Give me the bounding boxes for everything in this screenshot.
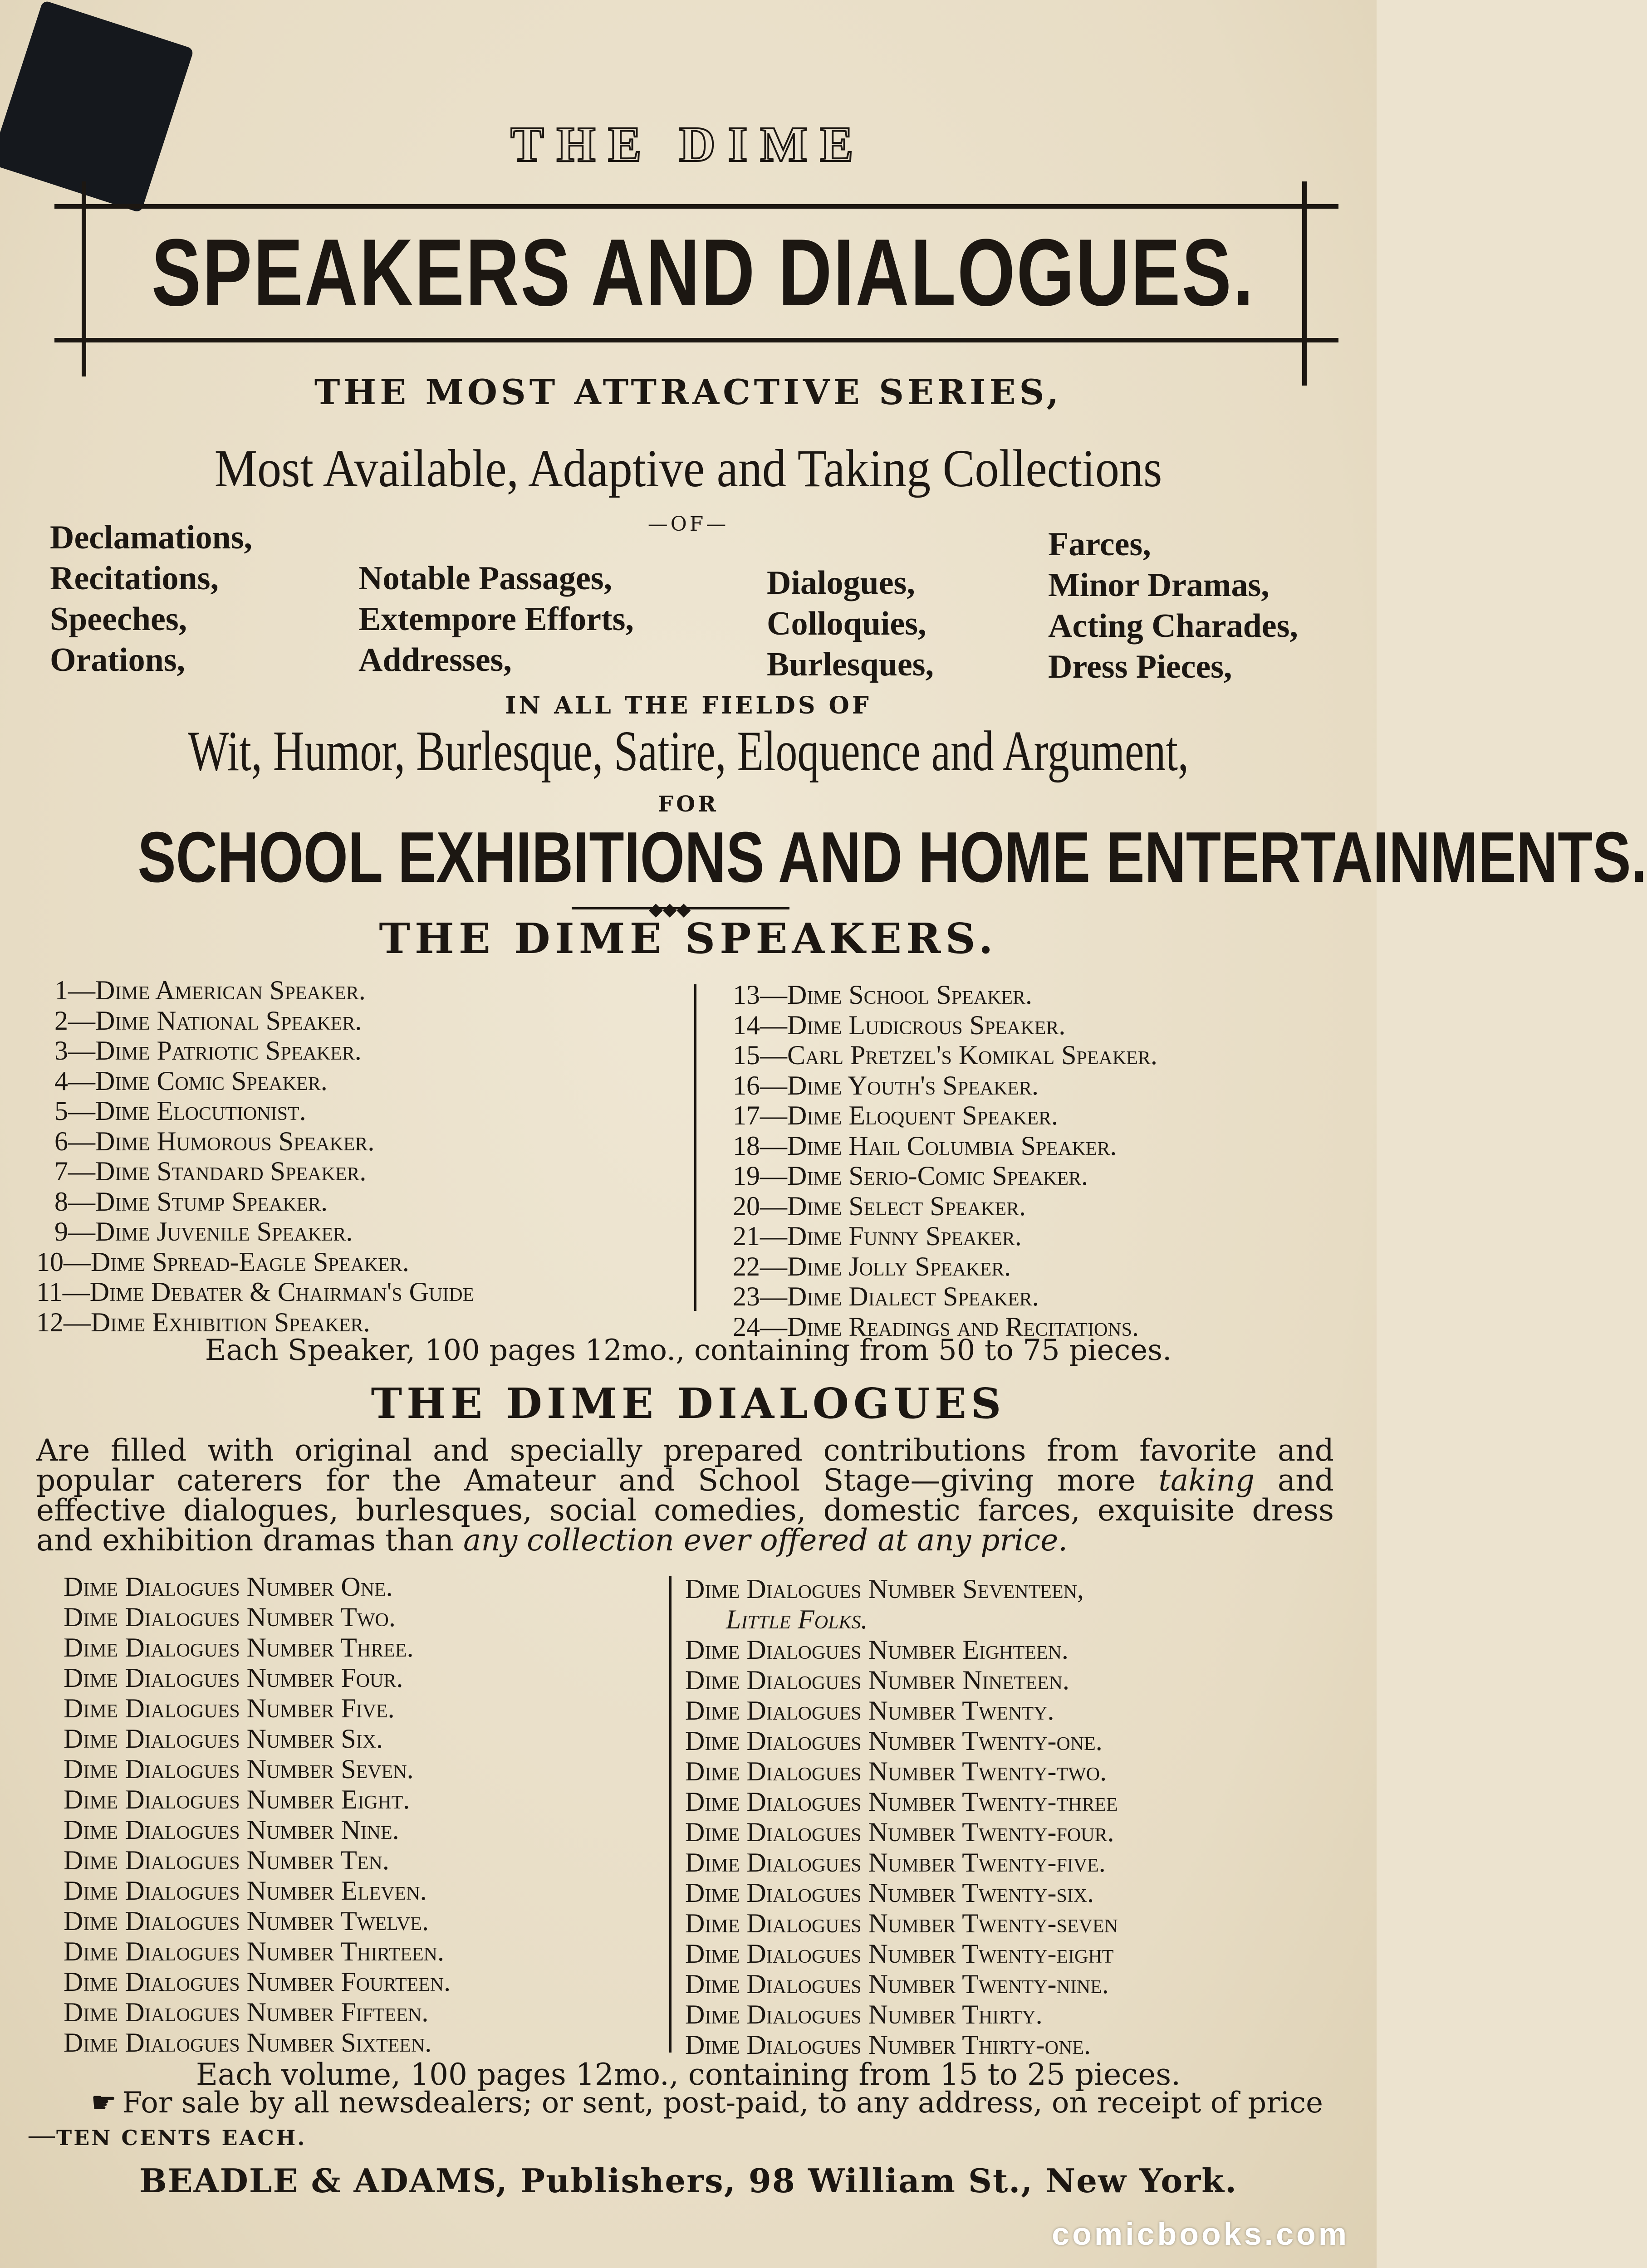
list-item: Dime Dialogues Number Eight. (64, 1784, 410, 1814)
genre-item: Dress Pieces, (1048, 648, 1232, 685)
list-item: 14—Dime Ludicrous Speaker. (733, 1010, 1066, 1040)
genre-item: Declamations, (50, 519, 252, 556)
ink-smudge (0, 0, 194, 213)
list-item: Dime Dialogues Number Twenty. (685, 1696, 1054, 1725)
sale-notice (27, 2087, 1343, 2154)
speakers-column-divider (694, 984, 696, 1311)
list-item: Dime Dialogues Number Twenty-nine. (685, 1969, 1109, 1999)
list-item: 1—Dime American Speaker. (54, 975, 366, 1005)
school-line: SCHOOL EXHIBITIONS AND HOME ENTERTAINMENTS. (137, 817, 1647, 897)
list-item: Dime Dialogues Number Thirteen. (64, 1936, 444, 1966)
list-item: 10—Dime Spread-Eagle Speaker. (36, 1246, 409, 1277)
list-item: Dime Dialogues Number Thirty-one. (685, 2030, 1091, 2060)
list-item: Dime Dialogues Number Thirty. (685, 1999, 1043, 2029)
genre-item: Orations, (50, 641, 186, 679)
list-item: Dime Dialogues Number Twenty-eight (685, 1939, 1114, 1969)
list-item: Dime Dialogues Number Twenty-one. (685, 1726, 1103, 1756)
genre-column-3 (767, 562, 934, 685)
list-item: 5—Dime Elocutionist. (54, 1096, 306, 1126)
list-item: Dime Dialogues Number Ten. (64, 1845, 389, 1875)
list-item-italic: Little Folks. (726, 1604, 868, 1634)
speakers-list-left (36, 975, 475, 1337)
list-item: Dime Dialogues Number Twenty-seven (685, 1908, 1118, 1938)
list-item: Dime Dialogues Number Twenty-two. (685, 1756, 1107, 1786)
genre-item: Recitations, (50, 560, 219, 597)
list-item: 12—Dime Exhibition Speaker. (36, 1307, 370, 1337)
dialogues-list-right (685, 1574, 1118, 2060)
genre-column-2 (358, 558, 634, 680)
list-item: Dime Dialogues Number Four. (64, 1663, 403, 1693)
title-main: SPEAKERS AND DIALOGUES. (151, 219, 1255, 326)
genre-item: Burlesques, (767, 646, 934, 683)
list-item: Dime Dialogues Number Fourteen. (64, 1967, 451, 1997)
list-item: Dime Dialogues Number Eleven. (64, 1876, 427, 1906)
for-line: FOR (658, 792, 719, 817)
list-item: Dime Dialogues Number One. (64, 1572, 393, 1602)
list-item-text: Dime Dialogues Number Seventeen, (685, 1574, 1084, 1604)
list-item: Dime Dialogues Number Eighteen. (685, 1635, 1069, 1665)
list-item: Dime Dialogues Number Twelve. (64, 1906, 429, 1936)
list-item: 15—Carl Pretzel's Komikal Speaker. (733, 1040, 1157, 1070)
dialogues-description-taking: taking (1158, 1463, 1255, 1498)
genre-column-1 (50, 517, 252, 680)
list-item: 22—Dime Jolly Speaker. (733, 1251, 1011, 1281)
list-item-continuation (685, 1604, 1118, 1635)
pointing-hand-icon: ☛ (91, 2086, 117, 2120)
genre-item: Acting Charades, (1048, 607, 1298, 645)
list-item: 6—Dime Humorous Speaker. (54, 1126, 375, 1156)
of-line: —OF— (647, 513, 729, 536)
list-item: Dime Dialogues Number Seven. (64, 1754, 414, 1784)
list-item: 3—Dime Patriotic Speaker. (54, 1036, 362, 1066)
dialogues-description-part-a: Are filled with original and specially prepared contributions from favorite and popular caterers for the Amateur and School Stage—giving more (36, 1433, 1334, 1498)
genre-item: Speeches, (50, 601, 187, 638)
genre-item: Farces, (1048, 526, 1151, 563)
list-item: 23—Dime Dialect Speaker. (733, 1281, 1039, 1311)
list-item: 18—Dime Hail Columbia Speaker. (733, 1130, 1117, 1161)
list-item: Dime Dialogues Number Twenty-six. (685, 1878, 1094, 1908)
fields-line: IN ALL THE FIELDS OF (505, 692, 872, 719)
list-item: Dime Dialogues Number Twenty-three (685, 1787, 1118, 1817)
publisher-line: BEADLE & ADAMS, Publishers, 98 William St., New York. (139, 2161, 1238, 2200)
list-item: Dime Dialogues Number Three. (64, 1633, 414, 1662)
list-item: 20—Dime Select Speaker. (733, 1191, 1026, 1221)
list-item: 19—Dime Serio-Comic Speaker. (733, 1161, 1088, 1191)
dialogues-description-italic: any collection ever offered at any price. (463, 1523, 1068, 1558)
dialogues-heading: THE DIME DIALOGUES (371, 1379, 1006, 1428)
list-item: Dime Dialogues Number Twenty-four. (685, 1817, 1114, 1847)
speakers-heading: THE DIME SPEAKERS. (379, 914, 998, 963)
list-item: Dime Dialogues Number Two. (64, 1602, 396, 1632)
list-item: 2—Dime National Speaker. (54, 1005, 362, 1036)
watermark: comicbooks.com (1052, 2216, 1349, 2252)
genre-column-4 (1048, 524, 1298, 687)
genre-item: Addresses, (358, 641, 512, 679)
title-frame-top-rule (54, 204, 1338, 209)
list-item: 9—Dime Juvenile Speaker. (54, 1217, 353, 1246)
price-text: TEN CENTS EACH. (56, 2126, 307, 2150)
list-item: Dime Dialogues Number Six. (64, 1724, 383, 1754)
title-frame-right-rule (1302, 181, 1307, 386)
dialogues-list-left (64, 1572, 451, 2058)
list-item: 11—Dime Debater & Chairman's Guide (36, 1277, 475, 1307)
genre-item: Notable Passages, (358, 560, 613, 597)
list-item: Dime Dialogues Number Twenty-five. (685, 1848, 1106, 1877)
dialogues-description (36, 1433, 1334, 1558)
speakers-note: Each Speaker, 100 pages 12mo., containing from 50 to 75 pieces. (205, 1334, 1172, 1367)
series-line: THE MOST ATTRACTIVE SERIES, (314, 372, 1063, 412)
list-item: Dime Dialogues Number Nineteen. (685, 1665, 1069, 1695)
dialogues-description-part-b: and effective dialogues, burlesques, social comedies, domestic farces, exquisite dress and exhibition dramas than (36, 1463, 1334, 1558)
list-item: 24—Dime Readings and Recitations. (733, 1311, 1139, 1342)
genre-item: Colloquies, (767, 605, 926, 642)
dialogues-column-divider (669, 1576, 672, 2053)
genre-item: Minor Dramas, (1048, 567, 1270, 604)
sale-text: For sale by all newsdealers; or sent, post-paid, to any address, on receipt of price— (27, 2086, 1323, 2152)
list-item: 17—Dime Eloquent Speaker. (733, 1100, 1058, 1130)
list-item: Dime Dialogues Number Fifteen. (64, 1997, 429, 2027)
genre-item: Extempore Efforts, (358, 601, 634, 638)
list-item: 4—Dime Comic Speaker. (54, 1066, 328, 1096)
list-item (685, 1574, 1118, 1604)
title-small: THE DIME (510, 117, 866, 172)
title-frame-left-rule (82, 181, 86, 376)
list-item: 16—Dime Youth's Speaker. (733, 1070, 1039, 1100)
list-item: 8—Dime Stump Speaker. (54, 1186, 328, 1217)
genre-item: Dialogues, (767, 564, 915, 601)
list-item: Dime Dialogues Number Sixteen. (64, 2028, 432, 2058)
list-item: 21—Dime Funny Speaker. (733, 1221, 1022, 1251)
wit-line: Wit, Humor, Burlesque, Satire, Eloquence and Argument, (188, 720, 1189, 783)
dialogues-note: Each volume, 100 pages 12mo., containing from 15 to 25 pieces. (196, 2057, 1181, 2092)
list-item: 7—Dime Standard Speaker. (54, 1156, 367, 1186)
list-item: 13—Dime School Speaker. (733, 980, 1033, 1010)
list-item: Dime Dialogues Number Five. (64, 1693, 395, 1723)
speakers-list-right (733, 980, 1157, 1342)
title-frame-bottom-rule (54, 338, 1338, 342)
ornament-diamonds-icon: ◆◆◆ (649, 899, 691, 920)
available-line: Most Available, Adaptive and Taking Collections (214, 439, 1162, 498)
list-item: Dime Dialogues Number Nine. (64, 1815, 399, 1845)
